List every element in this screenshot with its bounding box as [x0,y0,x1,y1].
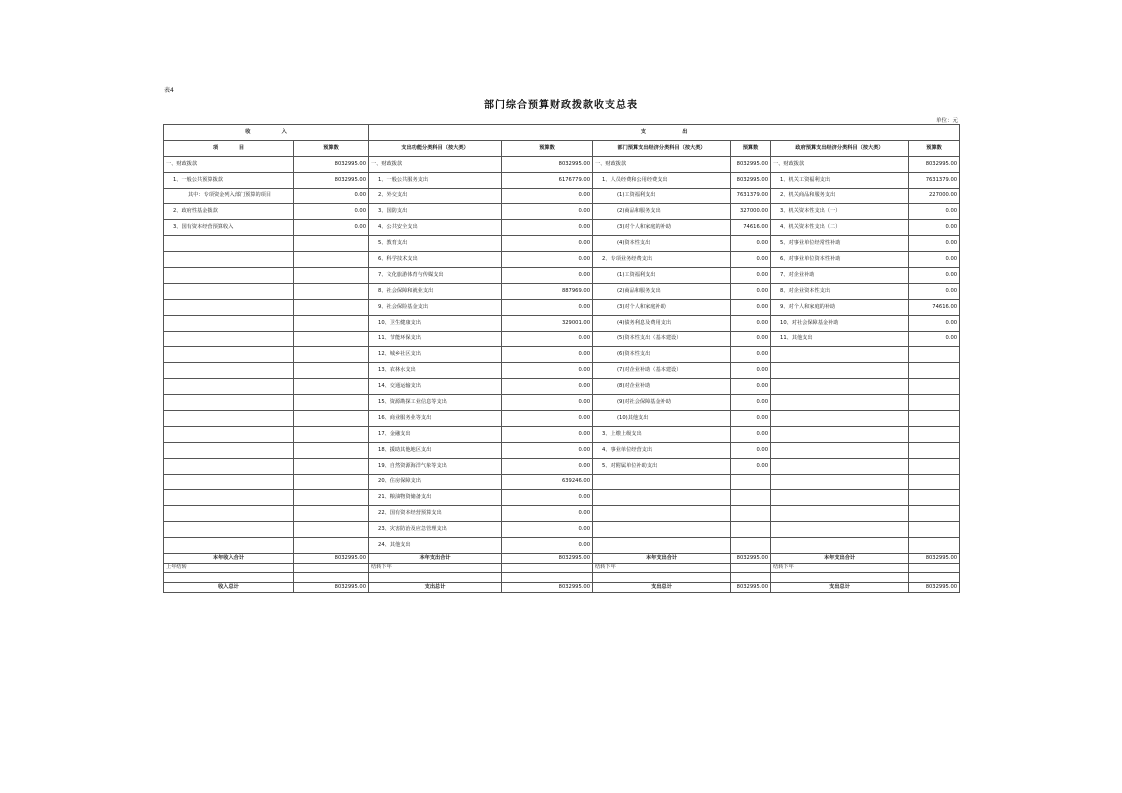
empty-cell [909,522,960,538]
empty-cell [164,426,294,442]
empty-cell [909,538,960,554]
empty-cell [294,506,369,522]
empty-cell [294,490,369,506]
func-year-total-value: 8032995.00 [502,554,593,564]
gov-econ-budget-cell: 0.00 [909,236,960,252]
table-row [164,474,960,490]
dept-year-total-label: 本年支出合计 [593,554,731,564]
dept-econ-item-cell: (3)对个人和家庭的补助 [593,220,731,236]
dept-econ-budget-cell: 74616.00 [731,220,771,236]
empty-cell [731,474,771,490]
table-row [164,188,960,204]
gov-econ-budget-cell: 7631379.00 [909,172,960,188]
prior-year-carryover-label: 上年结转 [164,563,294,573]
gov-econ-item-cell: 2、机关商品和服务支出 [771,188,909,204]
empty-cell [164,363,294,379]
table-row [164,522,960,538]
gov-year-total-value: 8032995.00 [909,554,960,564]
empty-cell [731,538,771,554]
col-header-item: 项 目 [164,140,294,156]
empty-cell [164,573,294,583]
empty-cell [294,331,369,347]
empty-cell [731,506,771,522]
func-item-cell: 9、社会保险基金支出 [369,299,502,315]
carry-forward-label: 结转下年 [369,563,502,573]
dept-econ-item-cell: 3、上缴上级支出 [593,426,731,442]
empty-cell [771,573,909,583]
dept-econ-budget-cell: 0.00 [731,283,771,299]
empty-cell [294,458,369,474]
empty-cell [164,331,294,347]
func-item-cell: 7、文化旅游体育与传媒支出 [369,268,502,284]
col-header-budget: 预算数 [502,140,593,156]
func-budget-cell: 0.00 [502,331,593,347]
income-section-header: 收 入 [164,125,369,141]
func-item-cell: 8、社会保障和就业支出 [369,283,502,299]
dept-econ-item-cell: (5)资本性支出（基本建设） [593,331,731,347]
empty-cell [731,522,771,538]
dept-econ-budget-cell: 0.00 [731,299,771,315]
func-budget-cell: 0.00 [502,490,593,506]
func-item-cell: 14、交通运输支出 [369,379,502,395]
carry-over-row [164,563,960,573]
grand-total-row [164,583,960,593]
dept-econ-budget-cell: 0.00 [731,379,771,395]
table-row [164,283,960,299]
empty-cell [164,268,294,284]
empty-cell [164,315,294,331]
table-row [164,156,960,172]
empty-cell [771,506,909,522]
dept-grand-total-label: 支出总计 [593,583,731,593]
empty-cell [164,395,294,411]
empty-cell [294,426,369,442]
gov-econ-budget-cell: 8032995.00 [909,156,960,172]
empty-cell [909,411,960,427]
dept-econ-budget-cell: 0.00 [731,426,771,442]
dept-econ-budget-cell: 0.00 [731,363,771,379]
dept-econ-item-cell: 一、财政拨款 [593,156,731,172]
carry-forward-value [909,563,960,573]
empty-cell [164,252,294,268]
col-header-budget: 预算数 [731,140,771,156]
gov-econ-budget-cell: 0.00 [909,252,960,268]
func-budget-cell: 639246.00 [502,474,593,490]
dept-econ-item-cell: (4)债务利息及费用支出 [593,315,731,331]
func-budget-cell: 0.00 [502,395,593,411]
func-budget-cell: 887969.00 [502,283,593,299]
table-row [164,411,960,427]
dept-econ-item-cell: (2)商品和服务支出 [593,283,731,299]
empty-cell [909,490,960,506]
func-item-cell: 24、其他支出 [369,538,502,554]
gov-econ-item-cell: 8、对企业资本性支出 [771,283,909,299]
income-grand-total-label: 收入总计 [164,583,294,593]
income-budget-cell: 0.00 [294,188,369,204]
empty-cell [771,490,909,506]
income-item-cell: 一、财政拨款 [164,156,294,172]
dept-econ-budget-cell: 0.00 [731,347,771,363]
empty-cell [593,538,731,554]
gov-econ-item-cell: 一、财政拨款 [771,156,909,172]
dept-econ-item-cell: (1)工资福利支出 [593,268,731,284]
dept-year-total-value: 8032995.00 [731,554,771,564]
func-budget-cell: 0.00 [502,538,593,554]
budget-summary-table [163,124,960,593]
empty-cell [771,379,909,395]
empty-cell [164,347,294,363]
empty-cell [294,442,369,458]
empty-cell [294,474,369,490]
column-header-row [164,140,960,156]
func-item-cell: 17、金融支出 [369,426,502,442]
table-body [164,156,960,553]
func-year-total-label: 本年支出合计 [369,554,502,564]
empty-cell [164,299,294,315]
gov-econ-budget-cell: 0.00 [909,283,960,299]
empty-cell [771,426,909,442]
func-item-cell: 23、灾害防治及应急管理支出 [369,522,502,538]
func-budget-cell: 8032995.00 [502,156,593,172]
table-row [164,252,960,268]
func-item-cell: 16、商业服务业等支出 [369,411,502,427]
empty-cell [502,573,593,583]
dept-econ-budget-cell: 8032995.00 [731,172,771,188]
empty-cell [909,379,960,395]
func-item-cell: 2、外交支出 [369,188,502,204]
empty-cell [294,411,369,427]
empty-cell [164,538,294,554]
dept-econ-budget-cell: 0.00 [731,315,771,331]
income-item-cell: 2、政府性基金拨款 [164,204,294,220]
func-budget-cell: 0.00 [502,379,593,395]
empty-cell [164,283,294,299]
empty-cell [909,426,960,442]
empty-cell [294,236,369,252]
income-item-cell: 1、一般公共预算拨款 [164,172,294,188]
empty-cell [164,411,294,427]
func-budget-cell: 0.00 [502,299,593,315]
empty-cell [593,506,731,522]
spacer-row [164,573,960,583]
dept-econ-budget-cell: 0.00 [731,252,771,268]
empty-cell [294,347,369,363]
func-budget-cell: 0.00 [502,347,593,363]
empty-cell [909,573,960,583]
col-header-budget: 预算数 [294,140,369,156]
empty-cell [593,490,731,506]
func-item-cell: 6、科学技术支出 [369,252,502,268]
func-item-cell: 12、城乡社区支出 [369,347,502,363]
empty-cell [771,411,909,427]
func-item-cell: 一、财政拨款 [369,156,502,172]
dept-econ-budget-cell: 0.00 [731,395,771,411]
gov-econ-item-cell: 5、对事业单位经常性补助 [771,236,909,252]
table-row [164,538,960,554]
gov-econ-item-cell: 3、机关资本性支出（一） [771,204,909,220]
table-row [164,299,960,315]
dept-econ-item-cell: (4)资本性支出 [593,236,731,252]
empty-cell [771,363,909,379]
carry-forward-value [502,563,593,573]
table-row [164,379,960,395]
func-budget-cell: 0.00 [502,252,593,268]
empty-cell [294,268,369,284]
section-header-row [164,125,960,141]
empty-cell [164,474,294,490]
func-item-cell: 11、节能环保支出 [369,331,502,347]
income-budget-cell: 0.00 [294,204,369,220]
dept-econ-budget-cell: 0.00 [731,268,771,284]
table-row [164,172,960,188]
carry-forward-label: 结转下年 [593,563,731,573]
empty-cell [294,363,369,379]
gov-econ-budget-cell: 0.00 [909,220,960,236]
func-item-cell: 3、国防支出 [369,204,502,220]
table-row [164,458,960,474]
col-header-dept-economic: 部门预算支出经济分类科目（按大类） [593,140,731,156]
func-budget-cell: 0.00 [502,220,593,236]
table-row [164,395,960,411]
income-grand-total-value: 8032995.00 [294,583,369,593]
empty-cell [909,363,960,379]
func-item-cell: 13、农林水支出 [369,363,502,379]
dept-econ-budget-cell: 0.00 [731,458,771,474]
empty-cell [164,522,294,538]
dept-econ-item-cell: (7)对企业补助（基本建设） [593,363,731,379]
func-budget-cell: 0.00 [502,188,593,204]
table-row [164,506,960,522]
empty-cell [294,522,369,538]
gov-grand-total-label: 支出总计 [771,583,909,593]
func-item-cell: 4、公共安全支出 [369,220,502,236]
empty-cell [164,379,294,395]
empty-cell [771,474,909,490]
gov-econ-budget-cell: 0.00 [909,268,960,284]
func-item-cell: 22、国有资本经营预算支出 [369,506,502,522]
func-budget-cell: 0.00 [502,426,593,442]
gov-econ-budget-cell: 0.00 [909,315,960,331]
expenditure-section-header: 支 出 [369,125,960,141]
gov-econ-budget-cell: 74616.00 [909,299,960,315]
dept-econ-budget-cell: 0.00 [731,442,771,458]
prior-year-carryover-value [294,563,369,573]
empty-cell [164,458,294,474]
empty-cell [909,347,960,363]
gov-econ-item-cell: 9、对个人和家庭的补助 [771,299,909,315]
col-header-gov-economic: 政府预算支出经济分类科目（按大类） [771,140,909,156]
carry-forward-label: 结转下年 [771,563,909,573]
empty-cell [593,474,731,490]
func-grand-total-value: 8032995.00 [502,583,593,593]
func-item-cell: 1、一般公共服务支出 [369,172,502,188]
func-item-cell: 21、粮油物资储备支出 [369,490,502,506]
func-item-cell: 19、自然资源海洋气象等支出 [369,458,502,474]
income-budget-cell: 8032995.00 [294,156,369,172]
func-item-cell: 10、卫生健康支出 [369,315,502,331]
empty-cell [731,573,771,583]
empty-cell [593,573,731,583]
func-budget-cell: 0.00 [502,442,593,458]
table-row [164,490,960,506]
empty-cell [294,573,369,583]
empty-cell [731,490,771,506]
gov-econ-item-cell: 4、机关资本性支出（二） [771,220,909,236]
empty-cell [909,506,960,522]
empty-cell [909,474,960,490]
gov-econ-item-cell: 11、其他支出 [771,331,909,347]
income-year-total-value: 8032995.00 [294,554,369,564]
dept-econ-budget-cell: 8032995.00 [731,156,771,172]
func-budget-cell: 0.00 [502,204,593,220]
table-row [164,315,960,331]
income-year-total-label: 本年收入合计 [164,554,294,564]
dept-econ-item-cell: (1)工资福利支出 [593,188,731,204]
year-total-row [164,554,960,564]
table-number-label: 表4 [164,87,174,94]
gov-econ-budget-cell: 0.00 [909,331,960,347]
dept-econ-item-cell: (8)对企业补助 [593,379,731,395]
gov-econ-budget-cell: 227000.00 [909,188,960,204]
empty-cell [771,395,909,411]
dept-econ-item-cell: 1、人员经费和公用经费支出 [593,172,731,188]
col-header-functional: 支出功能分类科目（按大类） [369,140,502,156]
dept-econ-budget-cell: 327000.00 [731,204,771,220]
func-budget-cell: 0.00 [502,458,593,474]
empty-cell [294,315,369,331]
empty-cell [771,347,909,363]
empty-cell [771,522,909,538]
empty-cell [294,252,369,268]
dept-econ-item-cell: 2、专项业务经费支出 [593,252,731,268]
dept-econ-item-cell: (10)其他支出 [593,411,731,427]
gov-econ-item-cell: 1、机关工资福利支出 [771,172,909,188]
empty-cell [909,395,960,411]
dept-econ-item-cell: 4、事业单位经营支出 [593,442,731,458]
dept-econ-item-cell: (2)商品和服务支出 [593,204,731,220]
empty-cell [164,506,294,522]
gov-econ-item-cell: 7、对企业补助 [771,268,909,284]
income-budget-cell: 0.00 [294,220,369,236]
func-grand-total-label: 支出总计 [369,583,502,593]
dept-econ-item-cell: 5、对附属单位补助支出 [593,458,731,474]
table-row [164,347,960,363]
empty-cell [164,236,294,252]
empty-cell [164,490,294,506]
empty-cell [771,458,909,474]
carry-forward-value [731,563,771,573]
dept-grand-total-value: 8032995.00 [731,583,771,593]
dept-econ-item-cell: (3)对个人和家庭补助 [593,299,731,315]
empty-cell [294,299,369,315]
income-item-cell: 其中：专项资金列入部门预算的项目 [164,188,294,204]
empty-cell [294,283,369,299]
income-item-cell: 3、国有资本经营预算收入 [164,220,294,236]
func-budget-cell: 0.00 [502,363,593,379]
table-row [164,426,960,442]
table-row [164,331,960,347]
empty-cell [909,458,960,474]
unit-label: 单位：元 [935,118,958,124]
dept-econ-budget-cell: 7631379.00 [731,188,771,204]
gov-grand-total-value: 8032995.00 [909,583,960,593]
empty-cell [164,442,294,458]
table-row [164,220,960,236]
gov-econ-item-cell: 6、对事业单位资本性补助 [771,252,909,268]
dept-econ-budget-cell: 0.00 [731,236,771,252]
func-budget-cell: 0.00 [502,268,593,284]
func-item-cell: 15、资源勘探工业信息等支出 [369,395,502,411]
empty-cell [294,379,369,395]
func-budget-cell: 0.00 [502,411,593,427]
func-budget-cell: 0.00 [502,522,593,538]
empty-cell [771,538,909,554]
empty-cell [771,442,909,458]
table-row [164,236,960,252]
empty-cell [593,522,731,538]
dept-econ-item-cell: (6)资本性支出 [593,347,731,363]
empty-cell [909,442,960,458]
gov-year-total-label: 本年支出合计 [771,554,909,564]
empty-cell [369,573,502,583]
dept-econ-item-cell: (9)对社会保障基金补助 [593,395,731,411]
func-item-cell: 20、住房保障支出 [369,474,502,490]
gov-econ-budget-cell: 0.00 [909,204,960,220]
func-item-cell: 18、援助其他地区支出 [369,442,502,458]
table-row [164,268,960,284]
income-budget-cell: 8032995.00 [294,172,369,188]
col-header-budget: 预算数 [909,140,960,156]
func-budget-cell: 329001.00 [502,315,593,331]
func-budget-cell: 0.00 [502,506,593,522]
dept-econ-budget-cell: 0.00 [731,411,771,427]
func-budget-cell: 0.00 [502,236,593,252]
empty-cell [294,395,369,411]
table-row [164,363,960,379]
table-row [164,204,960,220]
empty-cell [294,538,369,554]
gov-econ-item-cell: 10、对社会保障基金补助 [771,315,909,331]
func-item-cell: 5、教育支出 [369,236,502,252]
table-row [164,442,960,458]
func-budget-cell: 6176779.00 [502,172,593,188]
dept-econ-budget-cell: 0.00 [731,331,771,347]
page-title: 部门综合预算财政拨款收支总表 [484,100,638,111]
